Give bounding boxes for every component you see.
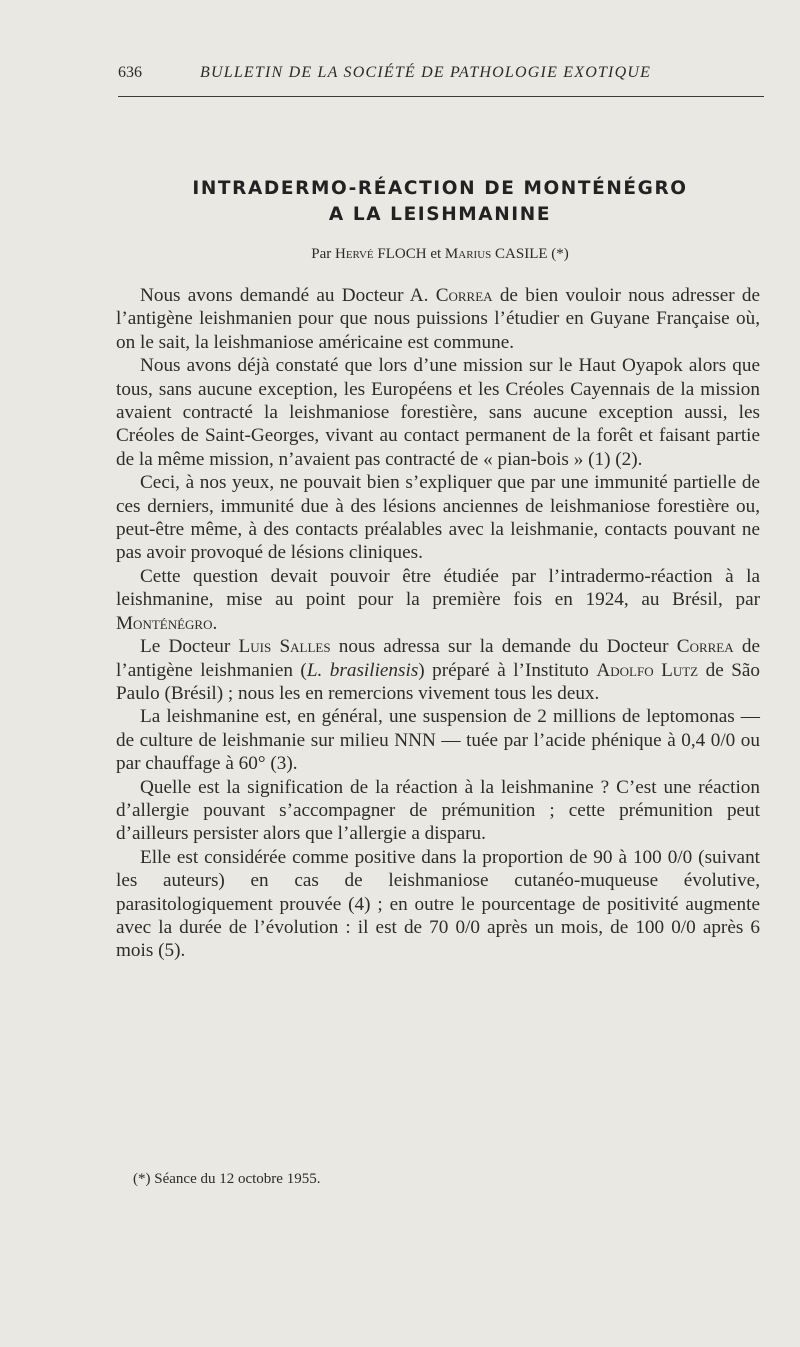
paragraph-2: Nous avons déjà constaté que lors d’une mission sur le Haut Oyapok alors que tous, sans aucune exception, les Européens et les Créoles Cayennais de la mission avaient contracté la leishmaniose forestière, sans aucune exception aussi, les Créoles de Saint-Georges, vivant au contact permanent de la forêt et faisant partie de la même mission, n’avaient pas contracté de « pian-bois » (1) (2).: [116, 355, 760, 470]
text-run: de bien vouloir nous adresser de l’antigène leishmanien pour que nous puissions l’étudier en Guyane Française où, on le sait, la leishmaniose américaine est commune.: [116, 285, 760, 353]
author-1-last-name: FLOCH: [377, 246, 427, 262]
byline: [120, 246, 760, 263]
text-run: de l’antigène leishmanien (: [116, 636, 760, 681]
article-title-line-2: A LA LEISHMANINE: [328, 204, 552, 225]
institute-name: Adolfo Lutz: [596, 659, 699, 681]
footnote-mark: (*): [133, 1171, 151, 1187]
article-title-line-1: INTRADERMO-RÉACTION DE MONTÉNÉGRO: [192, 178, 688, 199]
article-body: [116, 284, 760, 963]
paragraph-1: [116, 284, 760, 354]
text-run: Nous avons demandé au Docteur A.: [140, 285, 436, 306]
text-run: nous adressa sur la demande du Docteur: [330, 636, 677, 658]
author-name: Monténégro: [116, 612, 213, 634]
paragraph-8: Elle est considérée comme positive dans la proportion de 90 à 100 0/0 (suivant les auteurs) en cas de leishmaniose cutanéo-muqueuse évolutive, parasitologiquement prouvée (4) ; en outre le pourcentage de positivité augmente avec la durée de l’évolution : il est de 70 0/0 après un mois, de 100 0/0 après 6 mois (5).: [116, 846, 760, 962]
text-run: Cette question devait pouvoir être étudiée par l’intradermo-réaction à la leishmanine, mise au point pour la première fois en 1924, au Brésil, par: [116, 565, 760, 611]
footnote-reference: (*): [551, 246, 569, 262]
text-run: de São Paulo (Brésil) ; nous les en remercions vivement tous les deux.: [116, 659, 760, 704]
footnote-text: Séance du 12 octobre 1955.: [154, 1171, 321, 1187]
text-run: Le Docteur: [140, 636, 239, 658]
journal-title: BULLETIN DE LA SOCIÉTÉ DE PATHOLOGIE EXOTIQUE: [200, 64, 652, 81]
page-number: 636: [118, 64, 142, 81]
paragraph-7: Quelle est la signification de la réaction à la leishmanine ? C’est une réaction d’allergie pouvant s’accompagner de prémunition ; cette prémunition peut d’ailleurs persister alors que l’allergie a disparu.: [116, 776, 760, 845]
author-2-last-name: CASILE: [495, 246, 548, 262]
author-name: Correa: [435, 285, 493, 306]
person-name: Correa: [676, 636, 734, 658]
byline-conjunction: et: [430, 246, 442, 262]
species-name: L. brasiliensis: [306, 659, 419, 681]
running-header: [118, 64, 764, 88]
text-run: ) préparé à l’Instituto: [418, 659, 597, 681]
footnote: [133, 1171, 320, 1188]
text-run: .: [212, 612, 218, 634]
byline-prefix: Par: [311, 246, 332, 262]
paragraph-6: La leishmanine est, en général, une suspension de 2 millions de leptomonas — de culture de leishmanie sur milieu NNN — tuée par l’acide phénique à 0,4 0/0 ou par chauffage à 60° (3).: [116, 706, 760, 775]
author-1-first-name: Hervé: [334, 246, 374, 262]
paragraph-3: Ceci, à nos yeux, ne pouvait bien s’expliquer que par une immunité partielle de ces derniers, immunité due à des lésions anciennes de leishmaniose forestière ou, peut-être même, à des contacts préalables avec la leishmanie, contacts pouvant ne pas avoir provoqué de lésions cliniques.: [116, 472, 760, 564]
paragraph-5: [116, 635, 760, 705]
paragraph-4: [116, 565, 760, 635]
header-divider: [118, 96, 764, 97]
person-name: Luis Salles: [238, 636, 331, 658]
author-2-first-name: Marius: [444, 246, 492, 262]
